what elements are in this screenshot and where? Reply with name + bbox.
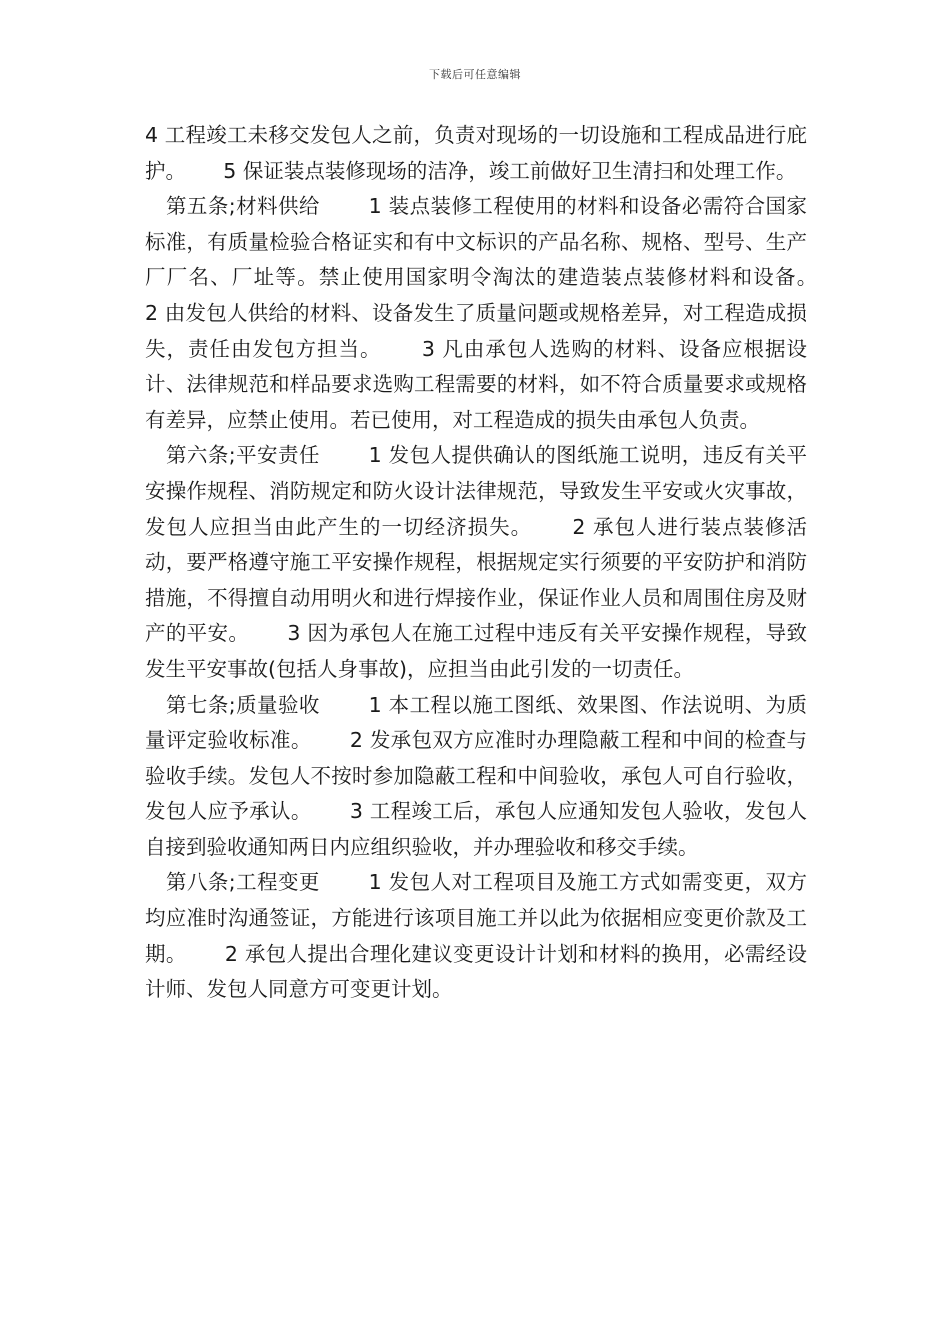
page-header: 下载后可任意编辑 bbox=[429, 68, 521, 81]
paragraph-article-5-material-supply: 第五条;材料供给 1 装点装修工程使用的材料和设备必需符合国家标准，有质量检验合格证实和有中文标识的产品名称、规格、型号、生产厂厂名、厂址等。禁止使用国家明令淘汰的建造装点装修材料和设备。 2 由发包人供给的材料、设备发生了质量问题或规格差异，对工程造成损失，责任由发包方担当。 3 凡由承包人选购的材料、设备应根据设计、法律规范和样品要求选购工程需要的材料，如不符合质量要求或规格有差异，应禁止使用。若已使用，对工程造成的损失由承包人负责。 bbox=[145, 194, 855, 432]
document-body bbox=[145, 118, 855, 1008]
paragraph-article-6-safety-responsibility: 第六条;平安责任 1 发包人提供确认的图纸施工说明，违反有关平安操作规程、消防规定和防火设计法律规范，导致发生平安或火灾事故，发包人应担当由此产生的一切经济损失。 2 承包人进行装点装修活动，要严格遵守施工平安操作规程，根据规定实行须要的平安防护和消防措施，不得擅自动用明火和进行焊接作业，保证作业人员和周围住房及财产的平安。 3 因为承包人在施工过程中违反有关平安操作规程，导致发生平安事故(包括人身事故)，应担当由此引发的一切责任。 bbox=[145, 443, 807, 681]
paragraph-completion-duties: 4 工程竣工未移交发包人之前，负责对现场的一切设施和工程成品进行庇护。 5 保证装点装修现场的洁净，竣工前做好卫生清扫和处理工作。 bbox=[145, 123, 807, 183]
paragraph-article-7-quality-acceptance: 第七条;质量验收 1 本工程以施工图纸、效果图、作法说明、为质量评定验收标准。 2 发承包双方应准时办理隐蔽工程和中间的检查与验收手续。发包人不按时参加隐蔽工程和中间验收，承包人可自行验收，发包人应予承认。 3 工程竣工后，承包人应通知发包人验收，发包人自接到验收通知两日内应组织验收，并办理验收和移交手续。 bbox=[145, 692, 807, 859]
paragraph-article-8-engineering-change: 第八条;工程变更 1 发包人对工程项目及施工方式如需变更，双方均应准时沟通签证，方能进行该项目施工并以此为依据相应变更价款及工期。 2 承包人提出合理化建议变更设计计划和材料的换用，必需经设计师、发包人同意方可变更计划。 bbox=[145, 870, 807, 1002]
